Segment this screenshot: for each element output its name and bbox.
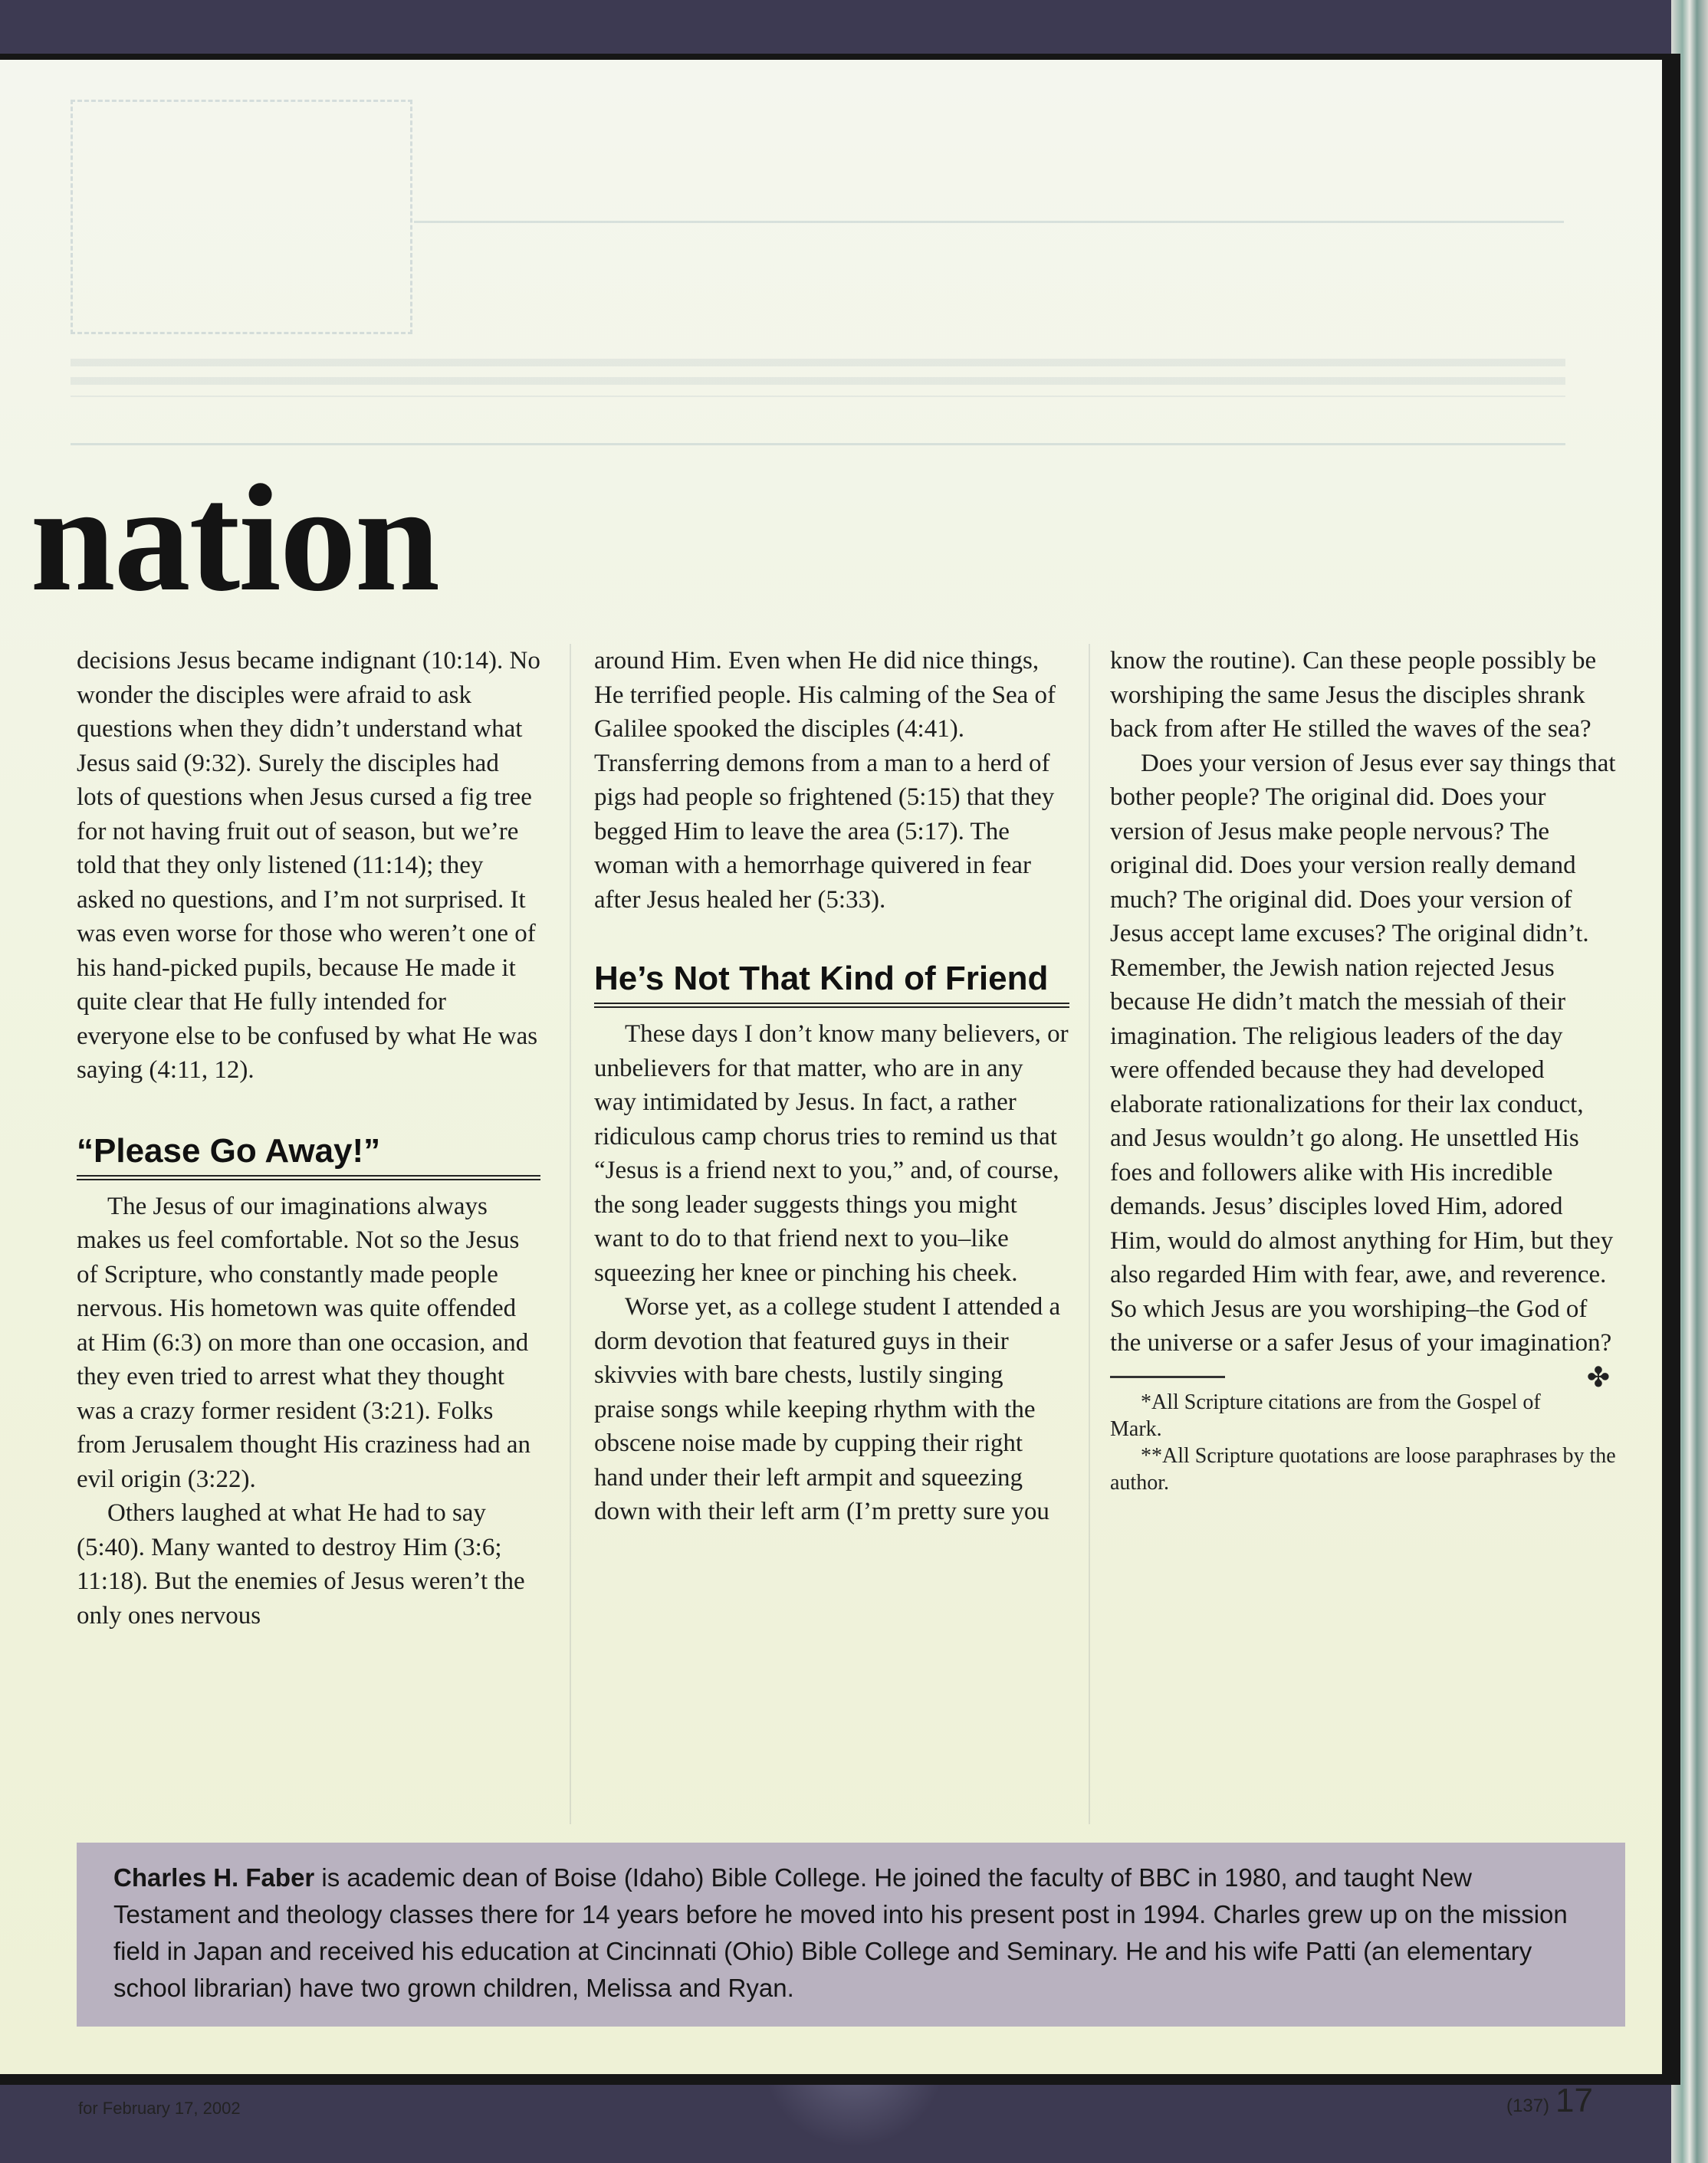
footnote-rule bbox=[1110, 1376, 1225, 1378]
headline-text: nation bbox=[30, 466, 438, 612]
show-through-rule bbox=[71, 443, 1565, 445]
text-column-2 bbox=[594, 644, 1069, 1529]
column-divider bbox=[1089, 644, 1090, 1824]
magazine-page bbox=[0, 54, 1680, 2119]
show-through-text bbox=[71, 359, 1565, 397]
end-mark-icon: ✤ bbox=[1586, 1361, 1610, 1393]
page-number: 17 bbox=[1555, 2082, 1593, 2119]
text-column-1 bbox=[77, 644, 540, 1633]
paragraph bbox=[1110, 747, 1616, 1393]
paper bbox=[0, 60, 1662, 2119]
author-bio-box bbox=[77, 1843, 1625, 2027]
subhead-not-that-kind-of-friend: He’s Not That Kind of Friend bbox=[594, 960, 1069, 1008]
text-column-3 bbox=[1110, 644, 1616, 1496]
footnote: *All Scripture citations are from the Gospel of Mark. bbox=[1110, 1390, 1541, 1441]
footnote: **All Scripture quotations are loose paraphrases by the author. bbox=[1110, 1443, 1616, 1495]
paragraph: These days I don’t know many believers, or unbelievers for that matter, who are in any way intimidated by Jesus. In fact, a rather ridiculous camp chorus tries to remind us that “Jesus is a friend next to you,” and, of course, the song leader suggests things you might want to do to that friend next to you–like squeezing her knee or pinching his cheek. bbox=[594, 1020, 1069, 1287]
paragraph: Worse yet, as a college student I attended a dorm devotion that featured guys in their skivvies with bare chests, lustily singing praise songs while keeping rhythm with the obscene noise made by cupping their right hand under their left armpit and squeezing down with their left arm (I’m pretty sure you bbox=[594, 1293, 1061, 1525]
column-divider bbox=[570, 644, 571, 1824]
author-name: Charles H. Faber bbox=[113, 1863, 315, 1892]
show-through-rule bbox=[414, 221, 1564, 223]
issue-date: for February 17, 2002 bbox=[78, 2099, 241, 2118]
page-code: (137) bbox=[1506, 2096, 1550, 2116]
subhead-please-go-away: “Please Go Away!” bbox=[77, 1132, 540, 1180]
paragraph-text: Does your version of Jesus ever say things that bother people? The original did. Does your version of Jesus make people nervous? The original did. Does your version really demand much? The original did. Does your version of Jesus accept lame excuses? The original didn’t. Remember, the Jewish nation rejected Jesus because He didn’t match the messiah of their imagination. The religious leaders of the day were offended because they had developed elaborate rationalizations for their lax conduct, and Jesus wouldn’t go along. He unsettled His foes and followers alike with His incredible demands. Jesus’ disciples loved Him, adored Him, would do almost anything for Him, but they also regarded Him with fear, awe, and reverence. So which Jesus are you worshiping–the God of the universe or a safer Jesus of your imagination? bbox=[1110, 749, 1616, 1357]
show-through-artwork bbox=[71, 100, 412, 334]
paragraph: know the routine). Can these people possibly be worshiping the same Jesus the disciples shrank back from after He stilled the waves of the sea? bbox=[1110, 647, 1597, 743]
author-bio-text: is academic dean of Boise (Idaho) Bible College. He joined the faculty of BBC in 1980, and taught New Testament and theology classes there for 14 years before he moved into his present post in 1994. Charles grew up on the mission field in Japan and received his education at Cincinnati (Ohio) Bible College and Seminary. He and his wife Patti (an elementary school librarian) have two grown children, Melissa and Ryan. bbox=[113, 1863, 1568, 2002]
paragraph: Others laughed at what He had to say (5:40). Many wanted to destroy Him (3:6; 11:18). But the enemies of Jesus weren’t the only ones nervous bbox=[77, 1499, 525, 1630]
headline bbox=[0, 466, 491, 612]
paragraph: decisions Jesus became indignant (10:14). No wonder the disciples were afraid to ask questions when they didn’t understand what Jesus said (9:32). Surely the disciples had lots of questions when Jesus cursed a fig tree for not having fruit out of season, but we’re told that they only listened (11:14); they asked no questions, and I’m not surprised. It was even worse for those who weren’t one of his hand-picked pupils, because He made it quite clear that He fully intended for everyone else to be confused by what He was saying (4:11, 12). bbox=[77, 647, 540, 1084]
paragraph: around Him. Even when He did nice things, He terrified people. His calming of the Sea of Galilee spooked the disciples (4:41). Transferring demons from a man to a herd of pigs had people so frightened (5:15) that they begged Him to leave the area (5:17). The woman with a hemorrhage quivered in fear after Jesus healed her (5:33). bbox=[594, 647, 1056, 914]
paragraph: The Jesus of our imaginations always makes us feel comfortable. Not so the Jesus of Scripture, who constantly made people nervous. His hometown was quite offended at Him (6:3) on more than one occasion, and they even tried to arrest what they thought was a crazy former resident (3:21). Folks from Jerusalem thought His craziness had an evil origin (3:22). bbox=[77, 1192, 531, 1493]
page-number-block bbox=[1506, 2082, 1593, 2120]
